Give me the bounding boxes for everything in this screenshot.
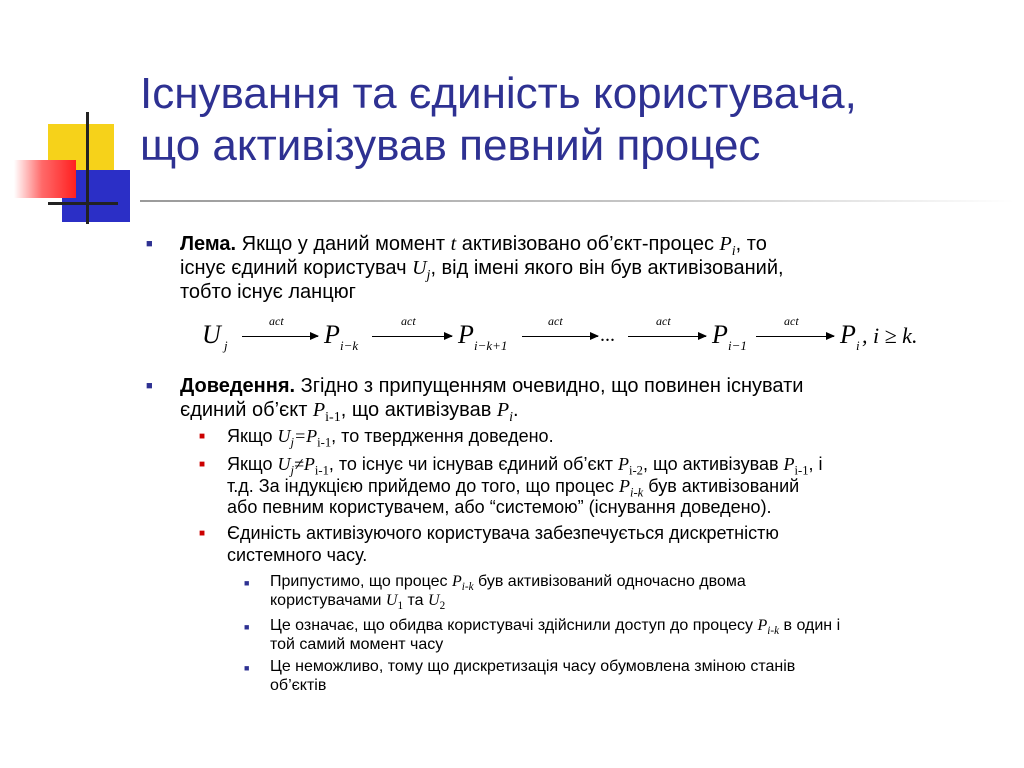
formula-sub-3: i−1 [728,338,747,353]
sub-b-line3: або певним користувачем, або “системою” (існування доведено). [227,497,772,518]
subsub-a-s1: 1 [397,600,404,613]
subsub-b-p: P [757,617,768,634]
sub-b-sub2: i-2 [628,463,643,478]
proof-text-1: Згідно з припущенням очевидно, що повинен існувати [295,375,804,397]
sub-b-p1: P [617,454,629,474]
sub-b-ne: ≠P [294,454,315,474]
var-j: j [426,268,431,283]
bullet-sub-a: ■ [199,431,206,442]
proof-sub2: i [509,410,513,425]
sub-a-text-1: Якщо [227,426,278,446]
sub-c-line1: Єдиність активізуючого користувача забезпечується дискретністю [227,523,779,543]
subsub-a-line2: користувачами [270,592,386,610]
proof-text-2: єдиний об’єкт [180,399,313,421]
subsub-a-text-2: був активізований одночасно двома [473,573,746,590]
sub-item-b [227,454,987,519]
arrow-3 [522,336,598,337]
sub-b-u: U [277,454,291,474]
subsub-a-s2: 2 [439,600,446,613]
subsub-b-text-1: Це означає, що обидва користувачі здійснили доступ до процесу [270,617,758,634]
bullet-proof: ■ [146,380,153,392]
subsub-b-line2: той самий момент часу [270,636,444,654]
chain-formula [196,312,956,362]
subsub-a-and: та [403,592,428,610]
formula-act-5: act [784,314,799,328]
lemma-text-5: , від імені якого він був активізований, [430,257,784,279]
formula-p-3: P [712,320,728,349]
sub-b-line2b: був активізований [643,475,800,496]
var-u: U [412,257,427,279]
title-line-1: Існування та єдиність користувача, [140,69,857,118]
formula-sub-2: i−k+1 [474,338,508,353]
formula-p-2: P [458,320,474,349]
formula-act-3: act [548,314,563,328]
arrow-2 [372,336,452,337]
proof-text-3: , що активізував [340,399,497,421]
arrow-1 [242,336,318,337]
formula-j: j [224,338,228,353]
formula-tail: , i ≥ k. [862,323,918,348]
sub-b-p2: P [783,454,795,474]
lemma-text [180,232,980,304]
logo-vertical-line [86,112,89,224]
slide-title [140,68,1010,172]
formula-sub-1: i−k [340,338,359,353]
formula-act-4: act [656,314,671,328]
sub-b-sub3: i-1 [794,463,809,478]
bullet-sub-b: ■ [199,459,206,470]
bullet-subsub-c: ■ [244,663,250,673]
subsub-item-c [270,657,990,695]
sub-b-text-2: , то існує чи існував єдиний об’єкт [328,454,618,474]
sub-a-sub: i-1 [317,435,332,450]
formula-p-1: P [324,320,340,349]
subsub-a-u2: U [428,592,440,610]
subsub-a-p: P [452,573,462,590]
formula-sub-4: i [856,338,860,353]
subsub-c-line1: Це неможливо, тому що дискретизація часу обумовлена зміною станів [270,658,796,675]
sub-c-line2: системного часу. [227,544,368,565]
formula-act-1: act [269,314,284,328]
proof-sub: i-1 [325,410,341,425]
formula-act-2: act [401,314,416,328]
var-t: t [450,233,457,255]
subsub-b-text-2: в один і [779,617,841,634]
sub-b-text-1: Якщо [227,454,278,474]
sub-item-c [227,523,987,566]
subsub-b-sub: i-k [767,625,780,638]
proof-label: Доведення. [180,375,296,397]
proof-var-p2: P [496,399,510,421]
proof-text-4: . [512,399,519,421]
lemma-text-6: тобто існує ланцюг [180,281,356,303]
lemma-label: Лема. [180,233,237,255]
formula-u: U [202,320,221,349]
sub-a-j: j [290,435,294,450]
arrow-4 [628,336,706,337]
proof-var-p: P [312,399,326,421]
subsub-item-a [270,572,990,613]
formula-dots: ... [600,324,615,346]
logo-horizontal-line [48,202,118,205]
sub-a-eq: =P [294,426,318,446]
arrow-5 [756,336,834,337]
lemma-text-4: існує єдиний користувач [180,257,413,279]
bullet-subsub-a: ■ [244,578,250,588]
subsub-c-line2: об’єктів [270,677,327,695]
subsub-a-text-1: Припустимо, що процес [270,573,452,590]
subsub-a-sub: i-k [461,581,474,594]
title-divider [140,200,1014,202]
lemma-text-1: Якщо у даний момент [236,233,451,255]
subsub-a-u1: U [385,592,398,610]
lemma-text-3: , то [735,233,767,255]
bullet-sub-c: ■ [199,528,206,539]
subsub-item-b [270,616,990,654]
sub-b-text-4: , і [808,454,823,474]
title-line-2: що активізував певний процес [140,121,761,170]
sub-item-a [227,426,987,448]
var-p: P [719,233,732,255]
logo-red-bar [14,160,76,198]
sub-b-j: j [290,463,294,478]
bullet-lemma: ■ [146,238,153,250]
formula-p-4: P [840,320,856,349]
var-i: i [731,244,736,259]
lemma-text-2: активізовано об’єкт-процес [456,233,720,255]
sub-b-sub4: i-k [629,485,644,500]
sub-a-text-2: , то твердження доведено. [331,426,554,446]
sub-b-p3: P [618,475,630,496]
proof-text [180,374,980,425]
bullet-subsub-b: ■ [244,622,250,632]
sub-a-u: U [277,426,291,446]
sub-b-line2a: т.д. За індукцією прийдемо до того, що процес [227,475,619,496]
sub-b-text-3: , що активізував [642,454,784,474]
sub-b-sub1: i-1 [314,463,329,478]
